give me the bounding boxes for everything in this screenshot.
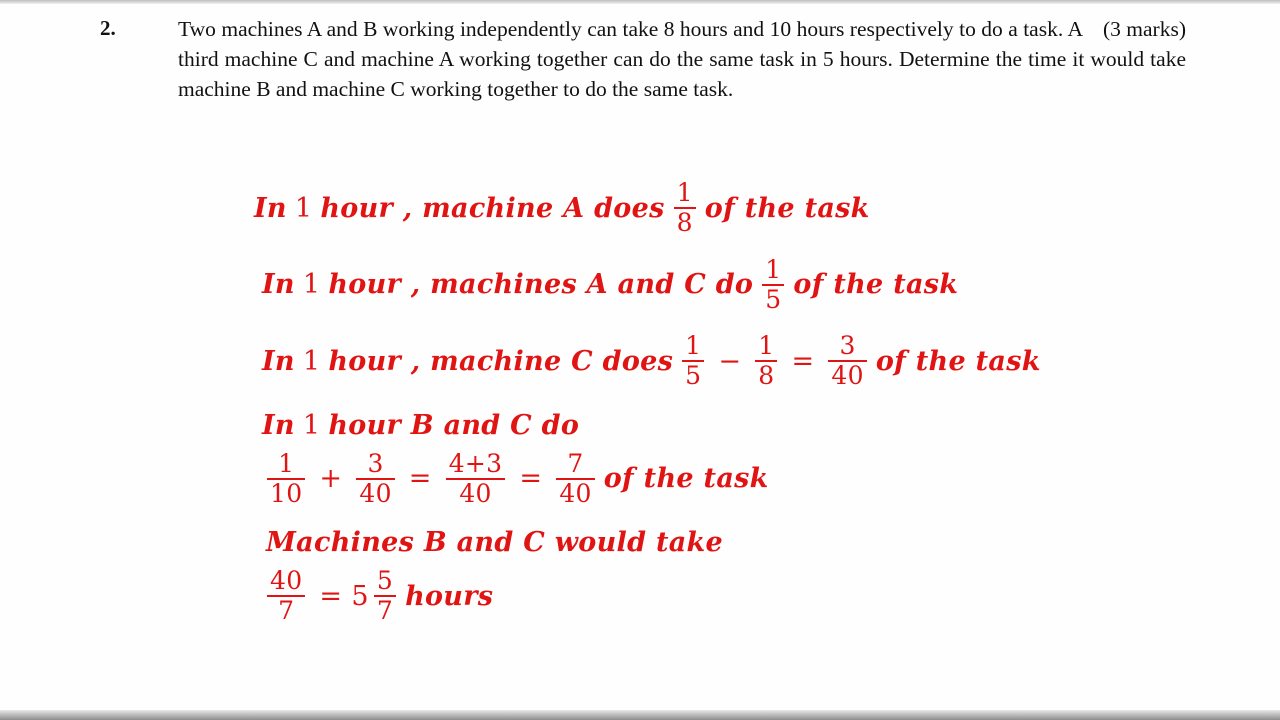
line2-suffix: of the task bbox=[793, 269, 959, 301]
question-number: 2. bbox=[100, 16, 116, 40]
line7-fraction-2-numerator: 5 bbox=[376, 566, 394, 595]
line3-mid: hour , machine C does bbox=[328, 345, 674, 377]
line2-fraction-denominator: 5 bbox=[765, 284, 782, 314]
line5-operator-equals-1: = bbox=[408, 463, 432, 495]
line4-prefix: In bbox=[262, 409, 295, 441]
solution-line-4 bbox=[258, 410, 1045, 441]
line3-operator-equals: = bbox=[791, 345, 815, 377]
line2-fraction-numerator: 1 bbox=[765, 254, 782, 284]
solution-line-5 bbox=[262, 448, 1045, 508]
line2-fraction bbox=[762, 254, 784, 314]
line3-fraction-2-denominator: 8 bbox=[758, 361, 775, 391]
line3-fraction-1 bbox=[682, 333, 704, 390]
line2-prefix: In bbox=[262, 269, 295, 301]
line4-mid: hour B and C do bbox=[328, 409, 580, 441]
solution-line-3 bbox=[258, 333, 1045, 390]
line2-mid: hour , machines A and C do bbox=[328, 269, 754, 301]
line6-text: Machines B and C would take bbox=[266, 527, 724, 558]
question-text bbox=[178, 14, 1186, 104]
line7-fraction-1-numerator: 40 bbox=[270, 566, 303, 595]
line5-operator-plus: + bbox=[319, 463, 343, 495]
solution-line-1 bbox=[250, 180, 1045, 237]
page-top-edge bbox=[0, 0, 1280, 4]
line3-fraction-3-numerator: 3 bbox=[839, 331, 856, 360]
page-bottom-edge bbox=[0, 710, 1280, 720]
line1-fraction-denominator: 8 bbox=[676, 208, 693, 238]
line1-fraction-numerator: 1 bbox=[676, 178, 693, 207]
line2-one: 1 bbox=[302, 269, 321, 301]
line1-prefix: In bbox=[254, 192, 287, 224]
line1-suffix: of the task bbox=[704, 192, 870, 224]
line3-fraction-2 bbox=[755, 333, 777, 390]
line5-operator-equals-2: = bbox=[519, 463, 543, 495]
line5-fraction-3 bbox=[446, 448, 506, 508]
line7-fraction-2 bbox=[374, 568, 396, 625]
solution-line-6 bbox=[262, 527, 1045, 558]
line5-fraction-4-numerator: 7 bbox=[567, 448, 584, 478]
line3-one: 1 bbox=[302, 345, 321, 377]
solution-line-7 bbox=[262, 568, 1045, 625]
line1-mid: hour , machine A does bbox=[320, 192, 665, 224]
solution-line-2 bbox=[258, 254, 1045, 314]
line3-operator-minus: − bbox=[718, 345, 742, 377]
solution-work bbox=[250, 180, 1045, 645]
line5-fraction-2 bbox=[356, 448, 394, 508]
line3-fraction-3-denominator: 40 bbox=[831, 361, 864, 391]
line7-fraction-1 bbox=[267, 568, 305, 625]
line4-one: 1 bbox=[302, 409, 321, 441]
line7-operator-equals: = bbox=[319, 580, 343, 612]
line7-fraction-2-denominator: 7 bbox=[376, 596, 394, 626]
line3-prefix: In bbox=[262, 345, 295, 377]
line5-suffix: of the task bbox=[603, 463, 769, 495]
line5-fraction-1-numerator: 1 bbox=[278, 448, 295, 478]
line3-suffix: of the task bbox=[875, 345, 1041, 377]
line7-mixed-whole: 5 bbox=[351, 580, 369, 612]
question-body: Two machines A and B working independently can take 8 hours and 10 hours respectively to do a task. A third machine C and machine A working together can do the same task in 5 hours. Determine the time it would take machine B and machine C working together to do the same task. bbox=[178, 17, 1186, 101]
line5-fraction-2-numerator: 3 bbox=[367, 448, 384, 478]
question-marks: (3 marks) bbox=[1103, 17, 1186, 41]
line3-fraction-1-numerator: 1 bbox=[685, 331, 702, 360]
line5-fraction-3-denominator: 40 bbox=[459, 478, 492, 508]
line5-fraction-4-denominator: 40 bbox=[559, 478, 592, 508]
line3-fraction-2-numerator: 1 bbox=[758, 331, 775, 360]
line5-fraction-2-denominator: 40 bbox=[359, 478, 392, 508]
line3-fraction-1-denominator: 5 bbox=[685, 361, 702, 391]
line7-mixed-number bbox=[351, 568, 401, 625]
line3-fraction-3 bbox=[828, 333, 866, 390]
question-block bbox=[100, 14, 1190, 104]
line1-one: 1 bbox=[294, 192, 313, 224]
line5-fraction-3-numerator: 4+3 bbox=[448, 448, 503, 478]
line7-suffix: hours bbox=[405, 580, 494, 612]
line5-fraction-1 bbox=[267, 448, 305, 508]
line1-fraction bbox=[674, 180, 696, 237]
line5-fraction-1-denominator: 10 bbox=[270, 478, 303, 508]
line7-fraction-1-denominator: 7 bbox=[278, 596, 295, 626]
line5-fraction-4 bbox=[556, 448, 594, 508]
